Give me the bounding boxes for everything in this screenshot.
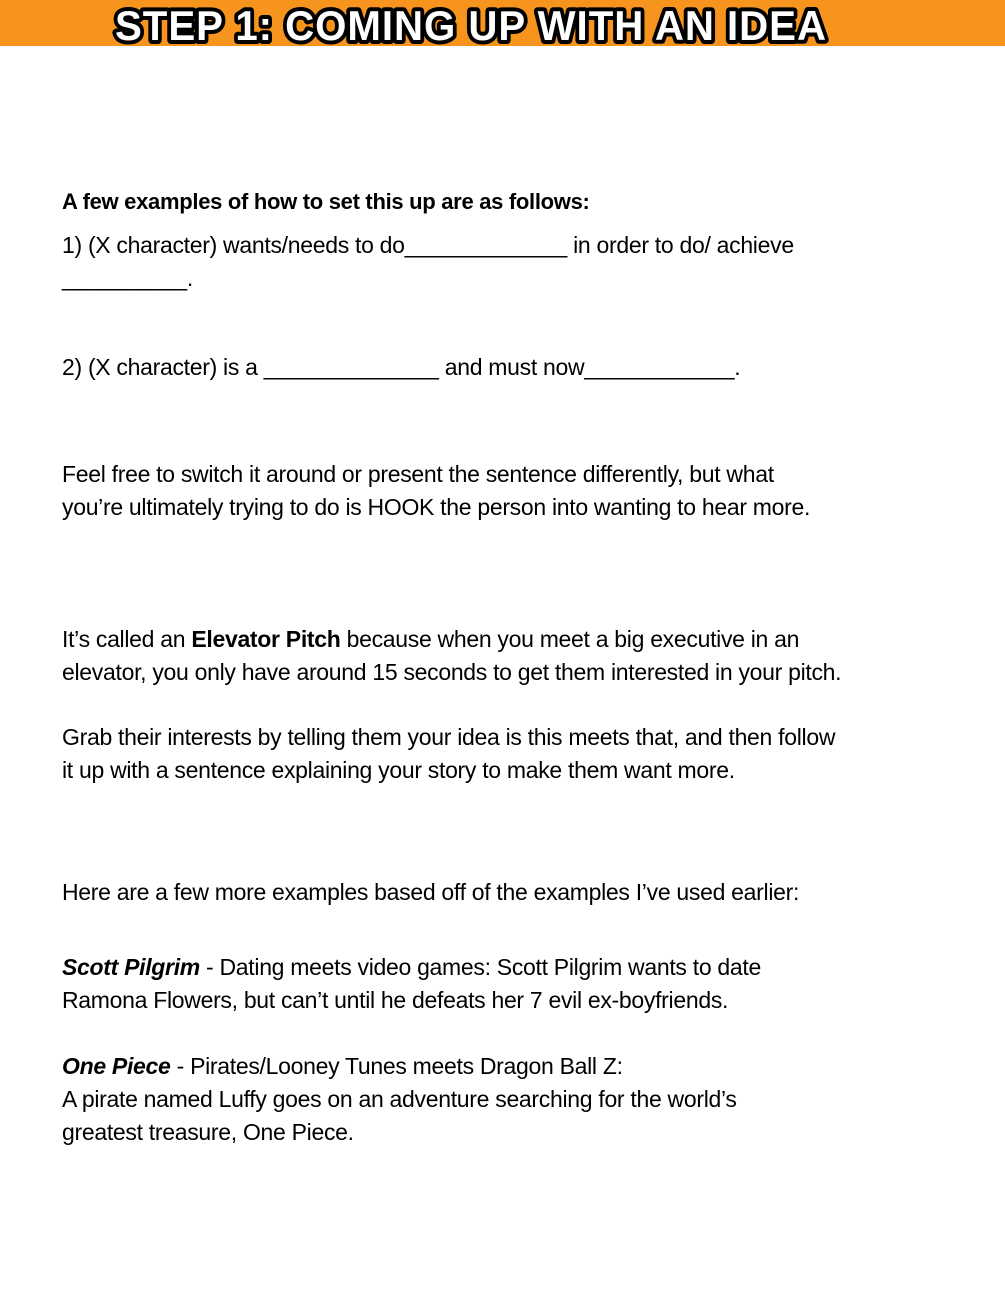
- one-piece-title: One Piece: [62, 1053, 171, 1079]
- elevator-pitch-line-1-post: because when you meet a big executive in an: [340, 626, 800, 652]
- example-1: [62, 229, 794, 295]
- example-2: 2) (X character) is a ______________ and must now____________.: [62, 354, 741, 380]
- header-banner: [0, 0, 1005, 49]
- one-piece-line-2: A pirate named Luffy goes on an adventure searching for the world’s: [62, 1086, 737, 1112]
- scott-pilgrim-line-2: Ramona Flowers, but can’t until he defeats her 7 evil ex-boyfriends.: [62, 987, 729, 1013]
- one-piece-line-3: greatest treasure, One Piece.: [62, 1119, 354, 1145]
- banner-title-graphic: [0, 0, 1005, 52]
- scott-pilgrim-example: [62, 951, 761, 1017]
- grab-interests-line-2: it up with a sentence explaining your story to make them want more.: [62, 757, 735, 783]
- banner-title: STEP 1: COMING UP WITH AN IDEA: [115, 2, 827, 49]
- switch-paragraph: [62, 458, 810, 524]
- example-1-line-2: __________.: [62, 265, 194, 291]
- grab-interests-paragraph: [62, 721, 835, 787]
- more-examples-intro: Here are a few more examples based off of the examples I’ve used earlier:: [62, 879, 800, 905]
- scott-pilgrim-line-1: [62, 951, 761, 984]
- elevator-pitch-line-1: [62, 623, 841, 656]
- intro-heading: A few examples of how to set this up are as follows:: [62, 189, 590, 214]
- elevator-pitch-line-1-pre: It’s called an: [62, 626, 192, 652]
- example-1-line-1: 1) (X character) wants/needs to do_____________ in order to do/ achieve: [62, 232, 794, 258]
- scott-pilgrim-title: Scott Pilgrim: [62, 954, 200, 980]
- grab-interests-line-1: Grab their interests by telling them your idea is this meets that, and then follow: [62, 724, 836, 750]
- one-piece-line-1: [62, 1050, 737, 1083]
- one-piece-example: [62, 1050, 737, 1149]
- elevator-pitch-term: Elevator Pitch: [191, 626, 341, 652]
- one-piece-line-1-rest: - Pirates/Looney Tunes meets Dragon Ball Z:: [170, 1053, 623, 1079]
- elevator-pitch-paragraph: [62, 623, 841, 689]
- switch-paragraph-line-1: Feel free to switch it around or present the sentence differently, but what: [62, 461, 774, 487]
- switch-paragraph-line-2: you’re ultimately trying to do is HOOK the person into wanting to hear more.: [62, 494, 811, 520]
- elevator-pitch-line-2: elevator, you only have around 15 seconds to get them interested in your pitch.: [62, 659, 842, 685]
- scott-pilgrim-line-1-rest: - Dating meets video games: Scott Pilgrim wants to date: [199, 954, 761, 980]
